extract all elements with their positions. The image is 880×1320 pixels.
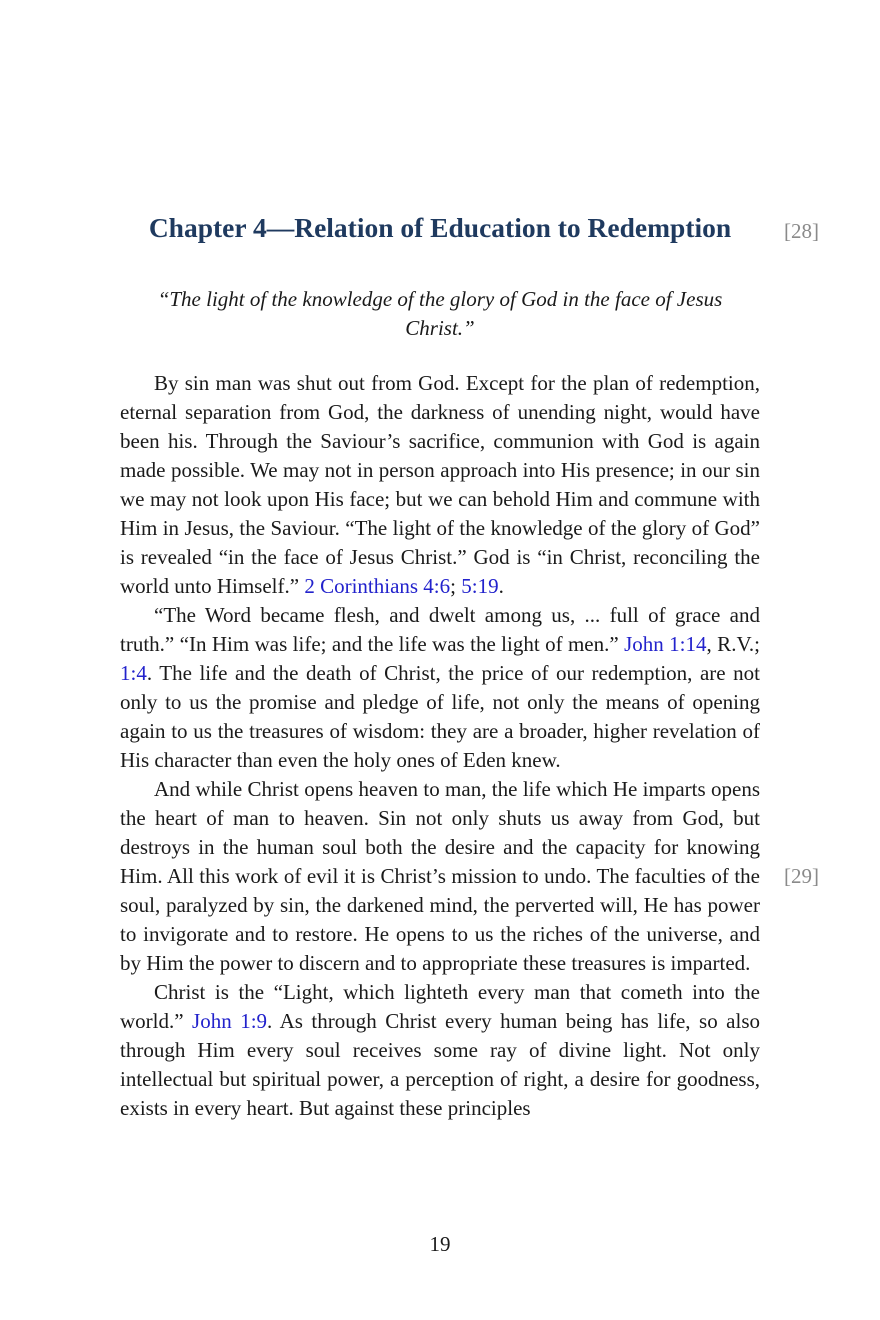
scripture-link-2cor-4-6[interactable]: 2 Corinthians 4:6: [304, 574, 451, 598]
page-number: 19: [429, 1232, 451, 1256]
period: .: [498, 574, 504, 598]
paragraph-4-text-b: . As through Christ every human being has life, so also through Him every soul receives some ray of divine light. Not only intellectual but spiritual power, a perception of right, a desire for goodness, exists in every heart. But against these principles: [120, 1009, 760, 1120]
scripture-link-john-1-9[interactable]: John 1:9: [192, 1009, 268, 1033]
paragraph-1-text: By sin man was shut out from God. Except for the plan of redemption, eternal separation from God, the darkness of unending night, would have been his. Through the Saviour’s sacrifice, communion with God is again made possible. We may not in person approach into His presence; in our sin we may not look upon His face; but we can behold Him and commune with Him in Jesus, the Saviour. “The light of the knowledge of the glory of God” is revealed “in the face of Jesus Christ.” God is “in Christ, reconciling the world unto Himself.”: [120, 371, 760, 598]
paragraph-4: [120, 978, 760, 1123]
paragraph-2: [120, 601, 760, 775]
paragraph-2-text-a: “The Word became flesh, and dwelt among us, ... full of grace and truth.” “In Him was life; and the life was the light of men.”: [120, 603, 760, 656]
scripture-link-5-19[interactable]: 5:19: [461, 574, 499, 598]
scripture-link-1-4[interactable]: 1:4: [120, 661, 147, 685]
chapter-body: [120, 369, 760, 1123]
paragraph-4-text-a: Christ is the “Light, which lighteth every man that cometh into the world.”: [120, 980, 760, 1033]
paragraph-1: [120, 369, 760, 601]
scripture-link-john-1-14[interactable]: John 1:14: [624, 632, 707, 656]
margin-page-ref-29: [29]: [784, 864, 819, 888]
chapter-title: Chapter 4—Relation of Education to Redemption: [148, 212, 732, 243]
separator: ;: [450, 574, 462, 598]
epigraph-line-1: “The light of the knowledge of the glory of God in the face of Jesus: [157, 287, 723, 311]
epigraph-line-2: Christ.”: [405, 316, 475, 340]
paragraph-3: And while Christ opens heaven to man, the life which He imparts opens the heart of man to heaven. Sin not only shuts us away from God, but destroys in the human soul both the desire and the capacity for knowing Him. All this work of evil it is Christ’s mission to undo. The faculties of the soul, paralyzed by sin, the darkened mind, the perverted will, He has power to invigorate and to restore. He opens to us the riches of the universe, and by Him the power to discern and to appropriate these treasures is imparted.: [120, 777, 760, 975]
epigraph: [120, 285, 760, 343]
paragraph-2-text-c: . The life and the death of Christ, the price of our redemption, are not only to us the promise and pledge of life, not only the means of opening again to us the treasures of wisdom: they are a broader, higher revelation of His character than even the holy ones of Eden knew.: [120, 661, 760, 772]
paragraph-2-text-b: , R.V.;: [706, 632, 760, 656]
margin-page-ref-28: [28]: [784, 219, 819, 243]
